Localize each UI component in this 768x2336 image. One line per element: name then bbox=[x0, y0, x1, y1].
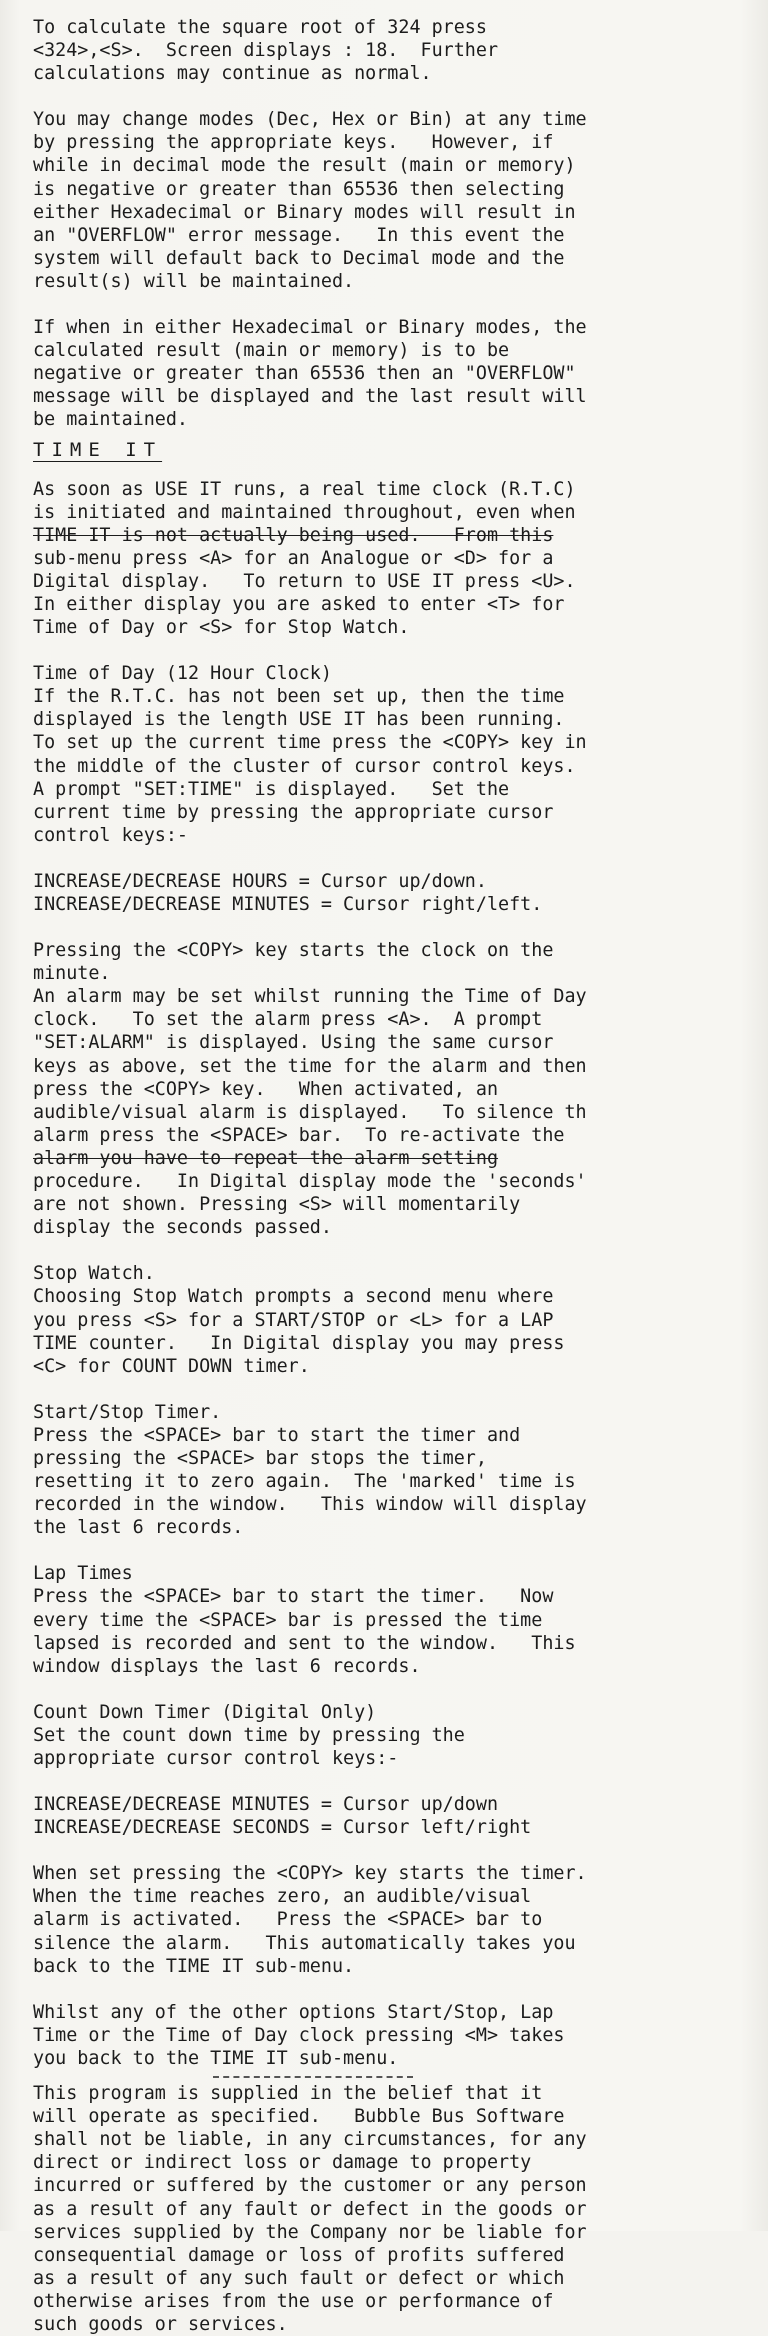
text-line: Pressing the <COPY> key starts the clock on the bbox=[33, 940, 554, 962]
text-line: displayed is the length USE IT has been running. bbox=[33, 709, 565, 731]
text-line: an "OVERFLOW" error message. In this event the bbox=[33, 224, 565, 246]
subsection-title: Stop Watch. bbox=[33, 1263, 155, 1285]
text-line: message will be displayed and the last result will bbox=[33, 386, 587, 408]
lap-times-section bbox=[33, 1562, 742, 1677]
text-line: calculated result (main or memory) is to be bbox=[33, 340, 510, 362]
text-line: are not shown. Pressing <S> will momentarily bbox=[33, 1194, 521, 1216]
text-line: you back to the TIME IT sub-menu. bbox=[33, 2047, 399, 2069]
text-line: incurred or suffered by the customer or any person bbox=[33, 2175, 587, 2197]
text-line: This program is supplied in the belief that it bbox=[33, 2083, 543, 2105]
modes-paragraph bbox=[33, 108, 742, 293]
square-root-paragraph bbox=[33, 16, 742, 85]
text-line: To calculate the square root of 324 press bbox=[33, 17, 487, 38]
text-line: Time or the Time of Day clock pressing <M> takes bbox=[33, 2024, 565, 2046]
text-line: direct or indirect loss or damage to property bbox=[33, 2152, 532, 2174]
text-line: as a result of any such fault or defect or which bbox=[33, 2267, 565, 2289]
text-line: If when in either Hexadecimal or Binary modes, the bbox=[33, 317, 587, 339]
key-mapping-line: INCREASE/DECREASE MINUTES = Cursor up/down bbox=[33, 1794, 499, 1816]
text-line: as a result of any fault or defect in the goods or bbox=[33, 2198, 587, 2220]
text-line: be maintained. bbox=[33, 409, 189, 431]
text-line: pressing the <SPACE> bar stops the timer, bbox=[33, 1447, 487, 1469]
key-mapping-line: INCREASE/DECREASE MINUTES = Cursor right/left. bbox=[33, 894, 543, 915]
text-line: alarm press the <SPACE> bar. To re-activate the bbox=[33, 1124, 565, 1146]
text-line: current time by pressing the appropriate cursor bbox=[33, 801, 554, 823]
subsection-title: Lap Times bbox=[33, 1563, 133, 1585]
text-line: alarm is activated. Press the <SPACE> bar to bbox=[33, 1909, 543, 1931]
disclaimer-paragraph bbox=[33, 2082, 742, 2336]
text-line: silence the alarm. This automatically takes you bbox=[33, 1932, 576, 1954]
key-mapping-line: INCREASE/DECREASE HOURS = Cursor up/down. bbox=[33, 870, 487, 892]
text-line: sub-menu press <A> for an Analogue or <D> for a bbox=[33, 547, 554, 569]
text-line: Whilst any of the other options Start/Stop, Lap bbox=[33, 2001, 554, 2023]
text-line: window displays the last 6 records. bbox=[33, 1655, 421, 1677]
text-line: appropriate cursor control keys:- bbox=[33, 1748, 399, 1769]
text-line: <C> for COUNT DOWN timer. bbox=[33, 1355, 310, 1377]
subsection-title: Start/Stop Timer. bbox=[33, 1401, 222, 1423]
subsection-title: Count Down Timer (Digital Only) bbox=[33, 1701, 377, 1723]
text-line: shall not be liable, in any circumstances, for any bbox=[33, 2129, 587, 2151]
text-line: resetting it to zero again. The 'marked' time is bbox=[33, 1471, 576, 1493]
text-line: system will default back to Decimal mode and the bbox=[33, 247, 565, 269]
struck-text-line: alarm you have to repeat the alarm setting bbox=[33, 1147, 499, 1169]
text-line: keys as above, set the time for the alarm and then bbox=[33, 1055, 587, 1077]
text-line: You may change modes (Dec, Hex or Bin) at any time bbox=[33, 109, 587, 131]
text-line: you press <S> for a START/STOP or <L> for a LAP bbox=[33, 1309, 554, 1331]
text-line: Digital display. To return to USE IT press <U>. bbox=[33, 570, 576, 592]
text-line: by pressing the appropriate keys. However, if bbox=[33, 132, 554, 154]
subsection-title: Time of Day (12 Hour Clock) bbox=[33, 663, 332, 685]
text-line: lapsed is recorded and sent to the window. This bbox=[33, 1632, 576, 1654]
text-line: As soon as USE IT runs, a real time clock (R.T.C) bbox=[33, 478, 576, 500]
stop-watch-section bbox=[33, 1262, 742, 1377]
key-mapping-line: INCREASE/DECREASE SECONDS = Cursor left/right bbox=[33, 1817, 532, 1839]
text-line: An alarm may be set whilst running the Time of Day bbox=[33, 986, 587, 1008]
time-of-day-section bbox=[33, 662, 742, 1239]
text-line: recorded in the window. This window will display bbox=[33, 1494, 587, 1516]
text-line: minute. bbox=[33, 963, 111, 985]
text-line: consequential damage or loss of profits suffered bbox=[33, 2244, 565, 2266]
section-divider bbox=[213, 2076, 413, 2078]
text-line: services supplied by the Company nor be liable for bbox=[33, 2221, 587, 2243]
text-line: When set pressing the <COPY> key starts the timer. bbox=[33, 1863, 587, 1885]
text-line: audible/visual alarm is displayed. To silence th bbox=[33, 1101, 587, 1123]
text-line: <324>,<S>. Screen displays : 18. Further bbox=[33, 40, 499, 62]
text-line: while in decimal mode the result (main or memory) bbox=[33, 155, 576, 177]
text-line: Choosing Stop Watch prompts a second menu where bbox=[33, 1286, 554, 1308]
text-line: control keys:- bbox=[33, 824, 189, 846]
text-line: Press the <SPACE> bar to start the timer. Now bbox=[33, 1586, 554, 1608]
text-line: To set up the current time press the <COPY> key in bbox=[33, 732, 587, 754]
text-line: is initiated and maintained throughout, even when bbox=[33, 501, 576, 523]
text-line: Time of Day or <S> for Stop Watch. bbox=[33, 617, 410, 639]
text-line: "SET:ALARM" is displayed. Using the same cursor bbox=[33, 1032, 554, 1054]
text-line: calculations may continue as normal. bbox=[33, 63, 432, 85]
text-line: is negative or greater than 65536 then selecting bbox=[33, 178, 565, 200]
text-line: clock. To set the alarm press <A>. A prompt bbox=[33, 1009, 543, 1031]
text-line: the last 6 records. bbox=[33, 1517, 244, 1539]
text-line: back to the TIME IT sub-menu. bbox=[33, 1955, 355, 1977]
overflow-paragraph bbox=[33, 316, 742, 431]
text-line: otherwise arises from the use or performance of bbox=[33, 2290, 554, 2312]
text-line: press the <COPY> key. When activated, an bbox=[33, 1078, 499, 1100]
text-line: every time the <SPACE> bar is pressed the time bbox=[33, 1609, 543, 1631]
text-line: TIME counter. In Digital display you may press bbox=[33, 1332, 565, 1354]
text-line: display the seconds passed. bbox=[33, 1217, 332, 1239]
text-line: A prompt "SET:TIME" is displayed. Set the bbox=[33, 778, 510, 800]
section-heading-time-it: TIME IT bbox=[33, 438, 163, 461]
text-line: result(s) will be maintained. bbox=[33, 270, 355, 292]
text-line: the middle of the cluster of cursor control keys. bbox=[33, 755, 576, 777]
text-line: In either display you are asked to enter <T> for bbox=[33, 593, 565, 615]
text-line: When the time reaches zero, an audible/visual bbox=[33, 1886, 532, 1908]
struck-text-line: TIME IT is not actually being used. From this bbox=[33, 524, 554, 546]
text-line: Press the <SPACE> bar to start the timer and bbox=[33, 1424, 521, 1446]
start-stop-section bbox=[33, 1401, 742, 1540]
text-line: If the R.T.C. has not been set up, then the time bbox=[33, 686, 565, 708]
rtc-paragraph bbox=[33, 478, 742, 640]
text-line: procedure. In Digital display mode the 'seconds' bbox=[33, 1171, 587, 1193]
text-line: Set the count down time by pressing the bbox=[33, 1724, 465, 1746]
text-line: either Hexadecimal or Binary modes will result in bbox=[33, 201, 576, 223]
text-line: such goods or services. bbox=[33, 2313, 288, 2335]
text-line: negative or greater than 65536 then an "OVERFLOW" bbox=[33, 363, 576, 385]
count-down-section bbox=[33, 1701, 742, 2070]
text-line: will operate as specified. Bubble Bus Software bbox=[33, 2106, 565, 2128]
